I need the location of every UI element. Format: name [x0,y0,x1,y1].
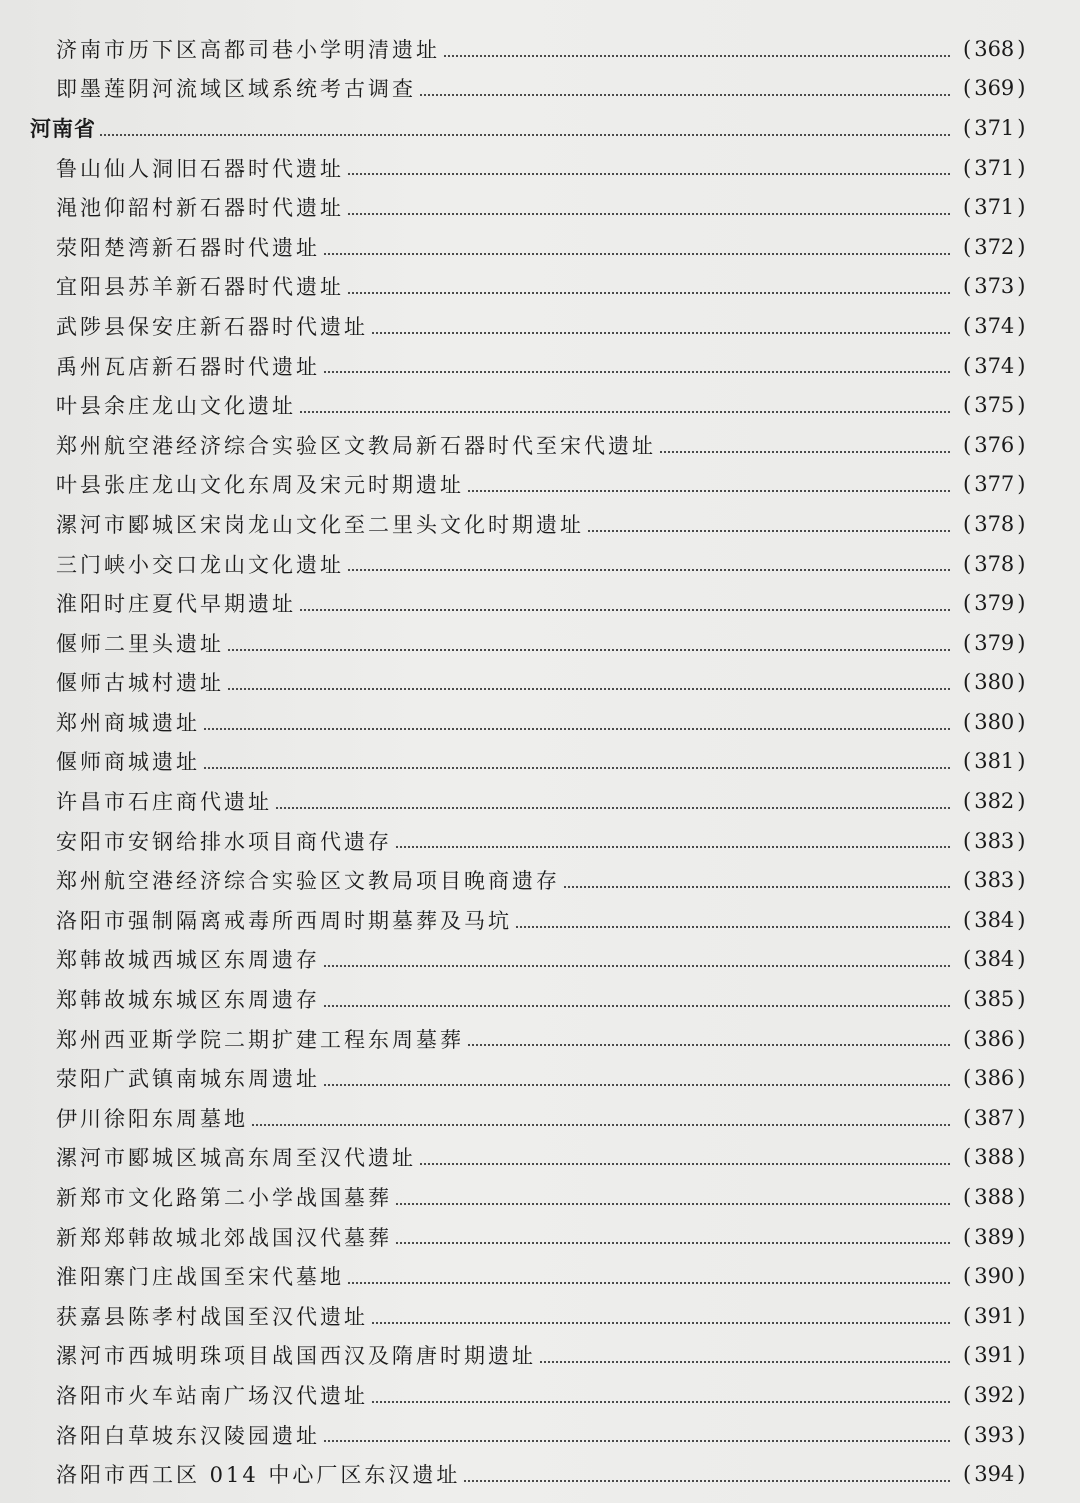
open-paren: ( [963,1343,972,1368]
page-number-value: 381 [974,749,1015,774]
open-paren: ( [963,907,972,932]
page-number [960,195,1080,219]
entry-title: 鲁山仙人洞旧石器时代遗址 [56,156,344,181]
page-number-value: 374 [974,313,1015,338]
open-paren: ( [963,630,972,655]
open-paren: ( [963,551,972,576]
toc-entry [0,504,1080,544]
dot-leader [396,1242,950,1244]
entry-title: 漯河市郾城区宋岗龙山文化至二里头文化时期遗址 [56,512,584,537]
page-number [960,1225,1080,1249]
entry-title: 淮阳时庄夏代早期遗址 [56,592,296,617]
close-paren: ) [1017,155,1026,180]
toc-entry [0,1336,1080,1376]
page-number-value: 391 [974,1303,1015,1328]
page-number [960,829,1080,853]
entry-title: 叶县余庄龙山文化遗址 [56,394,296,419]
dot-leader [564,886,950,888]
close-paren: ) [1017,432,1026,457]
dot-leader [396,1203,950,1205]
close-paren: ) [1017,36,1026,61]
open-paren: ( [963,36,972,61]
close-paren: ) [1017,789,1026,814]
page-number-value: 384 [974,907,1015,932]
toc-entry [0,1217,1080,1257]
page-number [960,314,1080,338]
entry-title: 郑韩故城东城区东周遗存 [56,988,320,1013]
page-number-value: 393 [974,1422,1015,1447]
open-paren: ( [963,1264,972,1289]
page-number-value: 387 [974,1105,1015,1130]
dot-leader [464,1480,950,1482]
page-number [960,749,1080,773]
dot-leader [588,530,950,532]
toc-entry [0,465,1080,505]
close-paren: ) [1017,591,1026,616]
toc-entry [0,29,1080,69]
open-paren: ( [963,313,972,338]
entry-title: 洛阳白草坡东汉陵园遗址 [56,1423,320,1448]
page-number-value: 375 [974,393,1015,418]
page-number-value: 371 [974,115,1015,140]
dot-leader [228,649,950,651]
toc-entry [0,306,1080,346]
open-paren: ( [963,155,972,180]
page-number [960,987,1080,1011]
open-paren: ( [963,1382,972,1407]
close-paren: ) [1017,1264,1026,1289]
page-number-value: 385 [974,987,1015,1012]
page-number [960,116,1080,140]
dot-leader [204,767,950,769]
dot-leader [660,451,950,453]
close-paren: ) [1017,393,1026,418]
toc-entry [0,1296,1080,1336]
toc-entry [0,1058,1080,1098]
page-number [960,512,1080,536]
open-paren: ( [963,472,972,497]
dot-leader [324,1084,950,1086]
page-number-value: 383 [974,828,1015,853]
open-paren: ( [963,1145,972,1170]
page-number [960,947,1080,971]
page-number-value: 378 [974,511,1015,536]
dot-leader [372,1401,950,1403]
entry-title: 偃师商城遗址 [56,750,200,775]
open-paren: ( [963,670,972,695]
page-number [960,1106,1080,1130]
page-number-value: 386 [974,1066,1015,1091]
dot-leader [204,728,950,730]
page-number-value: 371 [974,155,1015,180]
close-paren: ) [1017,472,1026,497]
toc-entry [0,1019,1080,1059]
close-paren: ) [1017,76,1026,101]
page-number [960,1343,1080,1367]
entry-title: 叶县张庄龙山文化东周及宋元时期遗址 [56,473,464,498]
dot-leader [348,1282,950,1284]
entry-title: 荥阳楚湾新石器时代遗址 [56,235,320,260]
dot-leader [516,926,950,928]
entry-title: 新郑市文化路第二小学战国墓葬 [56,1186,392,1211]
open-paren: ( [963,1224,972,1249]
page-number-value: 390 [974,1264,1015,1289]
entry-title: 洛阳市西工区 014 中心厂区东汉遗址 [56,1463,461,1488]
entry-title: 郑州商城遗址 [56,710,200,735]
close-paren: ) [1017,1145,1026,1170]
page-number [960,670,1080,694]
entry-title: 济南市历下区高都司巷小学明清遗址 [56,37,440,62]
open-paren: ( [963,987,972,1012]
dot-leader [300,411,950,413]
toc-entry [0,69,1080,109]
entry-title: 即墨莲阴河流域区域系统考古调查 [56,77,416,102]
toc-entry [0,187,1080,227]
open-paren: ( [963,353,972,378]
close-paren: ) [1017,234,1026,259]
page-number [960,472,1080,496]
open-paren: ( [963,1185,972,1210]
page-number-value: 382 [974,789,1015,814]
toc-entry [0,148,1080,188]
dot-leader [300,609,950,611]
toc-entry [0,1375,1080,1415]
dot-leader [468,490,950,492]
close-paren: ) [1017,868,1026,893]
open-paren: ( [963,115,972,140]
page-number [960,37,1080,61]
open-paren: ( [963,234,972,259]
open-paren: ( [963,511,972,536]
page-number [960,1066,1080,1090]
dot-leader [348,173,950,175]
open-paren: ( [963,709,972,734]
dot-leader [348,569,950,571]
toc-entry [0,1256,1080,1296]
close-paren: ) [1017,987,1026,1012]
open-paren: ( [963,789,972,814]
page-number [960,235,1080,259]
page-number [960,1462,1080,1486]
toc-entry [0,227,1080,267]
open-paren: ( [963,393,972,418]
close-paren: ) [1017,1462,1026,1487]
open-paren: ( [963,432,972,457]
page-number-value: 378 [974,551,1015,576]
close-paren: ) [1017,907,1026,932]
page-number-value: 380 [974,709,1015,734]
toc-entry [0,583,1080,623]
open-paren: ( [963,1303,972,1328]
entry-title: 漯河市西城明珠项目战国西汉及隋唐时期遗址 [56,1344,536,1369]
open-paren: ( [963,749,972,774]
entry-title: 禹州瓦店新石器时代遗址 [56,354,320,379]
entry-title: 荥阳广武镇南城东周遗址 [56,1067,320,1092]
toc-entry [0,1454,1080,1494]
close-paren: ) [1017,115,1026,140]
entry-title: 郑州航空港经济综合实验区文教局项目晚商遗存 [56,869,560,894]
entry-title: 获嘉县陈孝村战国至汉代遗址 [56,1304,368,1329]
close-paren: ) [1017,630,1026,655]
close-paren: ) [1017,670,1026,695]
page-number-value: 368 [974,36,1015,61]
toc-entry [0,1098,1080,1138]
toc-entry [0,663,1080,703]
entry-title: 安阳市安钢给排水项目商代遗存 [56,829,392,854]
toc-entry [0,979,1080,1019]
dot-leader [372,1322,950,1324]
toc-entry [0,860,1080,900]
page-number [960,710,1080,734]
open-paren: ( [963,1026,972,1051]
toc-entry [0,702,1080,742]
dot-leader [540,1361,950,1363]
toc-entry [0,940,1080,980]
page-number-value: 380 [974,670,1015,695]
page-number [960,156,1080,180]
open-paren: ( [963,1462,972,1487]
page-number-value: 384 [974,947,1015,972]
page-number [960,1383,1080,1407]
close-paren: ) [1017,1105,1026,1130]
toc-entry [0,742,1080,782]
open-paren: ( [963,1066,972,1091]
close-paren: ) [1017,1422,1026,1447]
open-paren: ( [963,591,972,616]
page-number-value: 388 [974,1145,1015,1170]
entry-title: 武陟县保安庄新石器时代遗址 [56,314,368,339]
close-paren: ) [1017,1185,1026,1210]
entry-title: 偃师古城村遗址 [56,671,224,696]
entry-title: 郑州西亚斯学院二期扩建工程东周墓葬 [56,1027,464,1052]
close-paren: ) [1017,1343,1026,1368]
entry-title: 三门峡小交口龙山文化遗址 [56,552,344,577]
close-paren: ) [1017,511,1026,536]
dot-leader [324,965,950,967]
dot-leader [324,371,950,373]
page-number-value: 376 [974,432,1015,457]
page-number [960,631,1080,655]
page-number-value: 394 [974,1462,1015,1487]
toc-entry [0,781,1080,821]
dot-leader [100,134,950,136]
dot-leader [252,1124,950,1126]
close-paren: ) [1017,1382,1026,1407]
page-number-value: 372 [974,234,1015,259]
entry-title: 宜阳县苏羊新石器时代遗址 [56,275,344,300]
page-number-value: 383 [974,868,1015,893]
dot-leader [420,1163,950,1165]
toc-entry [0,1415,1080,1455]
open-paren: ( [963,947,972,972]
open-paren: ( [963,76,972,101]
entry-title: 淮阳寨门庄战国至宋代墓地 [56,1265,344,1290]
page-number [960,1027,1080,1051]
page-number [960,393,1080,417]
dot-leader [324,1440,950,1442]
open-paren: ( [963,1105,972,1130]
page-number [960,908,1080,932]
page-number [960,789,1080,813]
close-paren: ) [1017,828,1026,853]
dot-leader [324,253,950,255]
close-paren: ) [1017,195,1026,220]
dot-leader [396,846,950,848]
entry-title: 伊川徐阳东周墓地 [56,1106,248,1131]
toc-entry [0,544,1080,584]
page-number [960,1185,1080,1209]
page-number-value: 389 [974,1224,1015,1249]
entry-title: 漯河市郾城区城高东周至汉代遗址 [56,1146,416,1171]
dot-leader [372,332,950,334]
close-paren: ) [1017,1066,1026,1091]
open-paren: ( [963,274,972,299]
entry-title: 渑池仰韶村新石器时代遗址 [56,196,344,221]
entry-title: 郑州航空港经济综合实验区文教局新石器时代至宋代遗址 [56,433,656,458]
section-title: 河南省 [30,115,96,141]
dot-leader [420,94,950,96]
dot-leader [348,292,950,294]
close-paren: ) [1017,1026,1026,1051]
close-paren: ) [1017,353,1026,378]
page-number-value: 369 [974,76,1015,101]
toc-entry [0,623,1080,663]
entry-title: 洛阳市火车站南广场汉代遗址 [56,1383,368,1408]
toc-entry [0,900,1080,940]
dot-leader [228,688,950,690]
dot-leader [324,1005,950,1007]
toc-entry [0,1138,1080,1178]
close-paren: ) [1017,274,1026,299]
page-number-value: 379 [974,591,1015,616]
open-paren: ( [963,868,972,893]
page-number [960,591,1080,615]
close-paren: ) [1017,709,1026,734]
open-paren: ( [963,195,972,220]
dot-leader [444,55,950,57]
entry-title: 新郑郑韩故城北郊战国汉代墓葬 [56,1225,392,1250]
page-number-value: 371 [974,195,1015,220]
toc-entry [0,267,1080,307]
entry-title: 偃师二里头遗址 [56,631,224,656]
page-number-value: 374 [974,353,1015,378]
entry-title: 许昌市石庄商代遗址 [56,790,272,815]
page-number [960,1264,1080,1288]
page-number [960,868,1080,892]
page-number [960,433,1080,457]
entry-title: 洛阳市强制隔离戒毒所西周时期墓葬及马坑 [56,908,512,933]
page-number [960,1145,1080,1169]
page-number-value: 391 [974,1343,1015,1368]
page-number-value: 392 [974,1382,1015,1407]
page-number-value: 373 [974,274,1015,299]
page-number-value: 388 [974,1185,1015,1210]
toc-entry [0,1177,1080,1217]
page-number [960,1304,1080,1328]
toc-entry [0,385,1080,425]
entry-title: 郑韩故城西城区东周遗存 [56,948,320,973]
page-number-value: 386 [974,1026,1015,1051]
toc-entry [0,425,1080,465]
close-paren: ) [1017,313,1026,338]
close-paren: ) [1017,1224,1026,1249]
page-number [960,354,1080,378]
page-number [960,274,1080,298]
page-number-value: 377 [974,472,1015,497]
page-number [960,552,1080,576]
toc-entry [0,821,1080,861]
table-of-contents [0,29,1080,1494]
page-number-value: 379 [974,630,1015,655]
open-paren: ( [963,828,972,853]
close-paren: ) [1017,749,1026,774]
toc-entry [0,346,1080,386]
dot-leader [348,213,950,215]
dot-leader [276,807,950,809]
dot-leader [468,1044,950,1046]
page-number [960,76,1080,100]
close-paren: ) [1017,1303,1026,1328]
close-paren: ) [1017,947,1026,972]
toc-section-heading [0,108,1080,148]
page-number [960,1423,1080,1447]
open-paren: ( [963,1422,972,1447]
close-paren: ) [1017,551,1026,576]
